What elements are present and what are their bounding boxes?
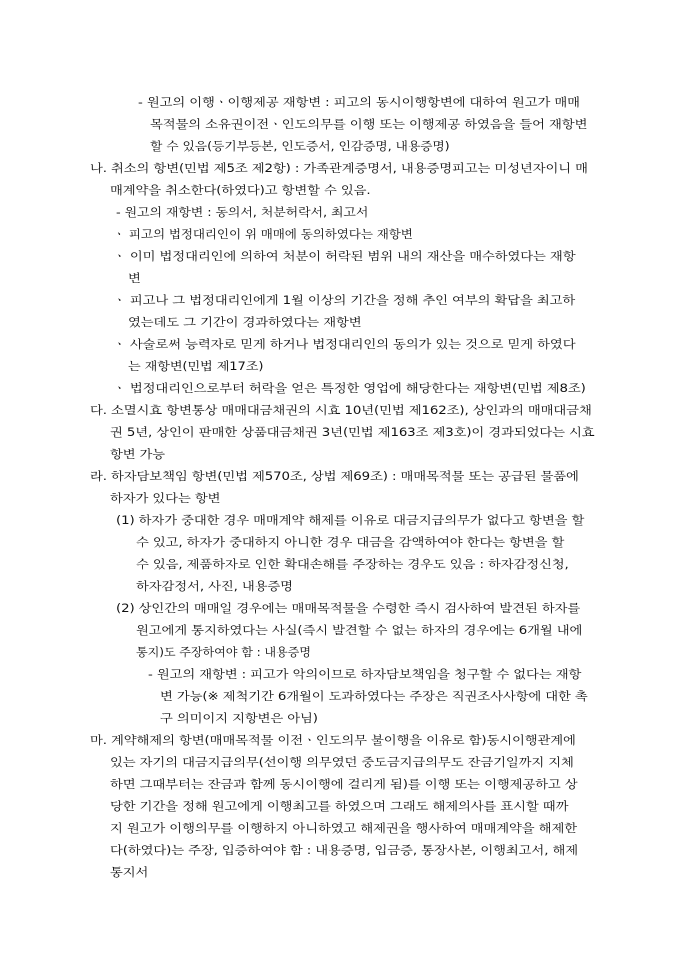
text-line: 항변 가능 xyxy=(110,447,165,461)
text-line: ㆍ 사술로써 능력자로 믿게 하거나 법정대리인의 동의가 있는 것으로 믿게 하였다 xyxy=(113,337,576,351)
text-line: ㆍ 피고의 법정대리인이 위 매매에 동의하였다는 재항변 xyxy=(113,227,413,241)
text-line: 있는 자기의 대금지급의무(선이행 의무였던 중도금지급의무도 잔금기일까지 지체 xyxy=(110,755,574,769)
text-line: ㆍ 법정대리인으로부터 허락을 얻은 특정한 영업에 해당한다는 재항변(민법 제8조) xyxy=(113,381,586,395)
text-line: 권 5년, 상인이 판매한 상품대금채권 3년(민법 제163조 제3호)이 경과되었다는 시효 xyxy=(110,425,595,439)
text-line: 였는데도 그 기간이 경과하였다는 재항변 xyxy=(128,315,362,329)
text-line: 목적물의 소유권이전ㆍ인도의무를 이행 또는 이행제공 하였음을 들어 재항변 xyxy=(150,117,588,131)
text-line: 변 가능(※ 제척기간 6개월이 도과하였다는 주장은 직권조사사항에 대한 촉 xyxy=(160,689,588,703)
text-line: 통지)도 주장하여야 함 : 내용증명 xyxy=(136,645,311,659)
text-line: 구 의미이지 지항변은 아님) xyxy=(160,711,318,725)
text-line: 지 원고가 이행의무를 이행하지 아니하였고 해제권을 행사하여 매매계약을 해제한 xyxy=(110,821,577,835)
text-line: 수 있고, 하자가 중대하지 아니한 경우 대금을 감액하여야 한다는 항변을 할 xyxy=(136,535,565,549)
text-line: ㆍ 피고나 그 법정대리인에게 1월 이상의 기간을 정해 추인 여부의 확답을 최고하 xyxy=(113,293,576,307)
text-line: 원고에게 통지하였다는 사실(즉시 발견할 수 없는 하자의 경우에는 6개월 내에 xyxy=(136,623,583,637)
text-line: ㆍ 이미 법정대리인에 의하여 처분이 허락된 범위 내의 재산을 매수하였다는 재항 xyxy=(113,249,576,263)
text-line: 매계약을 취소한다(하였다)고 항변할 수 있음. xyxy=(110,183,371,197)
text-line: (1) 하자가 중대한 경우 매매계약 해제를 이유로 대금지급의무가 없다고 항변을 할 xyxy=(116,513,585,527)
text-line: 다(하였다)는 주장, 입증하여야 함 : 내용증명, 입금증, 통장사본, 이행최고서, 해제 xyxy=(110,843,578,857)
text-line: 하자가 있다는 항변 xyxy=(110,491,221,505)
text-line: 라. 하자담보책임 항변(민법 제570조, 상법 제69조) : 매매목적물 또는 공급된 물품에 xyxy=(90,469,579,483)
text-line: 통지서 xyxy=(110,865,149,879)
text-line: - 원고의 재항변 : 동의서, 처분허락서, 최고서 xyxy=(116,205,369,219)
text-line: 변 xyxy=(128,271,141,285)
text-line: 나. 취소의 항변(민법 제5조 제2항) : 가족관계증명서, 내용증명피고는 미성년자이니 매 xyxy=(90,161,588,175)
text-line: 수 있음, 제품하자로 인한 확대손해를 주장하는 경우도 있음 : 하자감정신청, xyxy=(136,557,569,571)
text-line: - 원고의 이행ㆍ이행제공 재항변 : 피고의 동시이행항변에 대하여 원고가 매매 xyxy=(138,95,580,109)
text-line: - 원고의 재항변 : 피고가 악의이므로 하자담보책임을 청구할 수 없다는 재항 xyxy=(148,667,582,681)
text-line: 마. 계약해제의 항변(매매목적물 이전ㆍ인도의무 불이행을 이유로 함)동시이행관계에 xyxy=(90,733,576,747)
text-line: 다. 소멸시효 항변통상 매매대금채권의 시효 10년(민법 제162조), 상인과의 매매대금채 xyxy=(90,403,592,417)
text-line: 하면 그때부터는 잔금과 함께 동시이행에 걸리게 됨)를 이행 또는 이행제공하고 상 xyxy=(110,777,578,791)
text-line: 할 수 있음(등기부등본, 인도증서, 인감증명, 내용증명) xyxy=(150,139,450,153)
text-line: 는 재항변(민법 제17조) xyxy=(128,359,264,373)
text-line: (2) 상인간의 매매일 경우에는 매매목적물을 수령한 즉시 검사하여 발견된 하자를 xyxy=(116,601,581,615)
text-line: 당한 기간을 정해 원고에게 이행최고를 하였으며 그래도 해제의사를 표시할 때까 xyxy=(110,799,569,813)
text-line: 하자감정서, 사진, 내용증명 xyxy=(136,579,293,593)
